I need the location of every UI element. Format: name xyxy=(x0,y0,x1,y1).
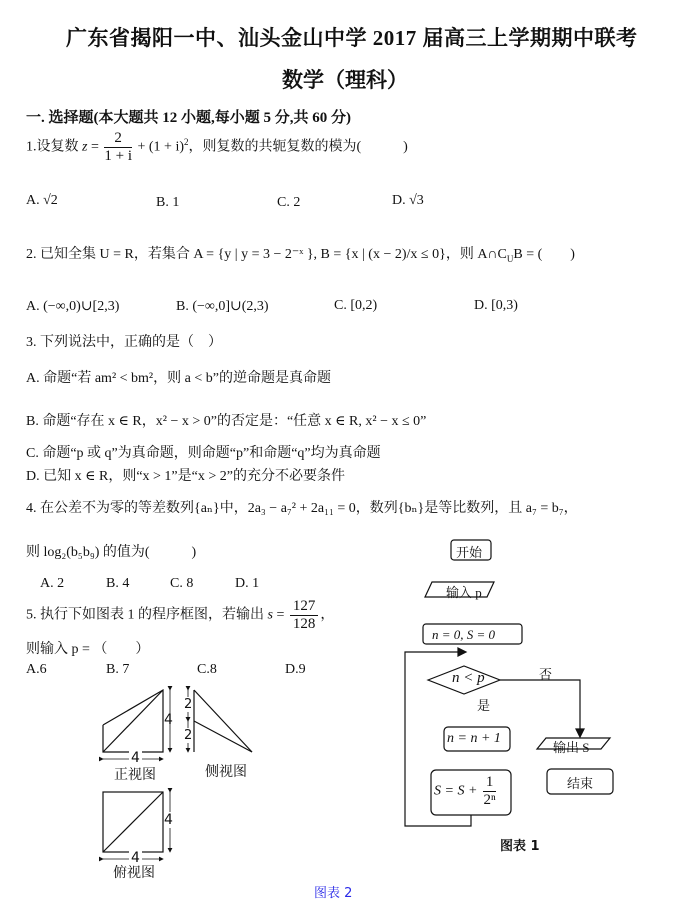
fc-accumulate-label xyxy=(434,774,498,809)
option-value: 2 xyxy=(293,195,301,210)
fc-init-label: n = 0, S = 0 xyxy=(432,627,496,642)
q2-sub: U xyxy=(506,253,514,264)
q4-stem-line1: 在公差不为零的等差数列{aₙ}中，2a₃ − a₇² + 2a₁₁ = 0，数列{bₙ}是等比数列，且 a₇ = b₇， xyxy=(40,501,578,516)
side-view-inner xyxy=(194,721,252,752)
q5-number: 5. xyxy=(26,607,37,623)
figure-1-caption: 图表 1 xyxy=(500,839,540,854)
fc-start-label: 开始 xyxy=(456,545,483,560)
option-label: A. xyxy=(26,371,40,386)
question-5-line2: 则输入 p = （ ） xyxy=(26,642,150,657)
section-heading: 一. 选择题(本大题共 12 小题,每小题 5 分,共 60 分) xyxy=(26,110,351,126)
option-value: 已知 x ∈ R，则“x > 1”是“x > 2”的充分不必要条件 xyxy=(43,469,345,484)
option-label: C. xyxy=(334,298,347,313)
q3-number: 3. xyxy=(26,335,37,350)
q1-frac-num: 2 xyxy=(104,130,132,148)
side-view-slant xyxy=(194,690,252,752)
q1-number: 1. xyxy=(26,139,37,155)
option-label: B. xyxy=(176,299,189,314)
exam-title: 广东省揭阳一中、汕头金山中学 2017 届高三上学期期中联考 xyxy=(66,26,638,50)
fc-output-label: 输出 S xyxy=(553,740,590,755)
question-5-line1: 5. 执行下如图表 1 的程序框图，若输出 s = $\frac{127}{128}$ ， xyxy=(26,598,335,632)
top-view-diagonal xyxy=(103,792,163,852)
fc-accumulate-num: 1 xyxy=(483,774,497,792)
option-label: D. xyxy=(392,193,406,208)
q5-suffix: ， xyxy=(320,607,335,623)
q5-var: s xyxy=(267,607,273,623)
q1-suffix: ，则复数的共轭复数的模为( ) xyxy=(188,139,408,155)
fc-accumulate-den: 2ⁿ xyxy=(483,792,496,808)
option-label: D. xyxy=(26,469,40,484)
option-label: B. xyxy=(26,414,39,429)
option-label: B. xyxy=(106,662,119,677)
option-label: C. xyxy=(26,446,39,461)
option-label: D. xyxy=(474,298,488,313)
fc-increment-label: n = n + 1 xyxy=(447,731,501,746)
q5-frac-num: 127 xyxy=(290,598,319,616)
q1-prefix: 设复数 xyxy=(36,139,79,155)
option-label: A. xyxy=(26,662,40,677)
front-width-label: 4 xyxy=(131,750,140,766)
fc-condition-label: n < p xyxy=(452,670,485,686)
fc-accumulate-prefix: S = S + xyxy=(434,783,478,799)
front-height-label: 4 xyxy=(164,712,173,728)
q5-frac-den: 128 xyxy=(292,616,316,632)
option-label: C. xyxy=(197,662,210,677)
option-label: D. xyxy=(285,662,299,677)
exam-subtitle: 数学（理科） xyxy=(282,68,408,92)
option-value: 命题“存在 x ∈ R，x² − x > 0”的否定是：“任意 x ∈ R, x² − x ≤ 0” xyxy=(42,414,427,429)
q2-end: B = ( ) xyxy=(513,247,575,262)
fc-no-label: 否 xyxy=(539,667,553,682)
top-height-label: 4 xyxy=(164,812,173,828)
top-view-label: 俯视图 xyxy=(113,866,155,881)
option-label: A. xyxy=(26,299,40,314)
option-value: 命题“p 或 q”为真命题，则命题“p”和命题“q”均为真命题 xyxy=(42,446,381,461)
fc-input-label: 输入 p xyxy=(446,585,482,600)
option-label: C. xyxy=(277,195,290,210)
option-label: B. xyxy=(156,195,169,210)
option-value: [0,2) xyxy=(350,298,378,313)
option-value: 1 xyxy=(252,576,260,591)
q1-exp: 2 xyxy=(184,137,189,148)
front-view xyxy=(103,690,170,759)
side-upper-label: 2 xyxy=(184,697,193,712)
top-width-label: 4 xyxy=(131,850,140,866)
fc-no-arrowhead xyxy=(576,729,584,737)
option-value: [0,3) xyxy=(491,298,518,313)
q2-stem: 已知全集 U = R，若集合 A = {y | y = 3 − 2⁻ˣ }, B = {x | (x − 2)/x ≤ 0}，则 A∩C xyxy=(40,247,507,262)
front-view-diagonal xyxy=(103,690,163,752)
side-view xyxy=(188,690,252,752)
fc-loop-arrowhead xyxy=(458,648,466,656)
option-value: (−∞,0]∪(2,3) xyxy=(192,299,269,314)
option-value: 9 xyxy=(298,662,306,677)
option-value: 4 xyxy=(122,576,130,591)
fc-end-label: 结束 xyxy=(567,776,594,791)
q2-number: 2. xyxy=(26,247,37,262)
front-view-label: 正视图 xyxy=(114,768,156,783)
figure-2-caption: 图表 2 xyxy=(314,886,353,901)
fc-accumulate-fraction xyxy=(483,774,497,809)
fc-no-branch-line xyxy=(500,680,580,730)
q5-prefix: 执行下如图表 1 的程序框图，若输出 xyxy=(40,607,264,623)
option-value: 6 xyxy=(39,662,47,677)
top-view xyxy=(103,792,170,859)
question-4-line2: 则 log₂(b₅b₉) 的值为( ) xyxy=(26,545,197,560)
option-value: 7 xyxy=(122,662,130,677)
side-lower-label: 2 xyxy=(184,728,193,743)
option-label: A. xyxy=(40,576,54,591)
q4-number: 4. xyxy=(26,501,37,516)
option-value: 1 xyxy=(172,195,180,210)
option-value: 2 xyxy=(57,576,65,591)
option-label: B. xyxy=(106,576,119,591)
q1-frac-den: 1 + i xyxy=(104,148,132,164)
q1-mid: + (1 + i) xyxy=(134,139,185,155)
fc-yes-label: 是 xyxy=(477,698,491,713)
option-value: (−∞,0)∪[2,3) xyxy=(43,299,120,314)
q1-eq: = xyxy=(87,139,103,155)
option-label: A. xyxy=(26,193,40,208)
q3-stem: 下列说法中，正确的是（ ） xyxy=(40,335,222,350)
option-value: √2 xyxy=(43,193,58,208)
q1-var: z xyxy=(82,139,88,155)
option-value: 8 xyxy=(186,576,194,591)
option-label: D. xyxy=(235,576,249,591)
option-value: √3 xyxy=(409,193,424,208)
option-label: C. xyxy=(170,576,183,591)
option-value: 8 xyxy=(209,662,217,677)
side-view-label: 侧视图 xyxy=(205,765,247,780)
option-value: 命题“若 am² < bm²，则 a < b”的逆命题是真命题 xyxy=(43,371,331,386)
